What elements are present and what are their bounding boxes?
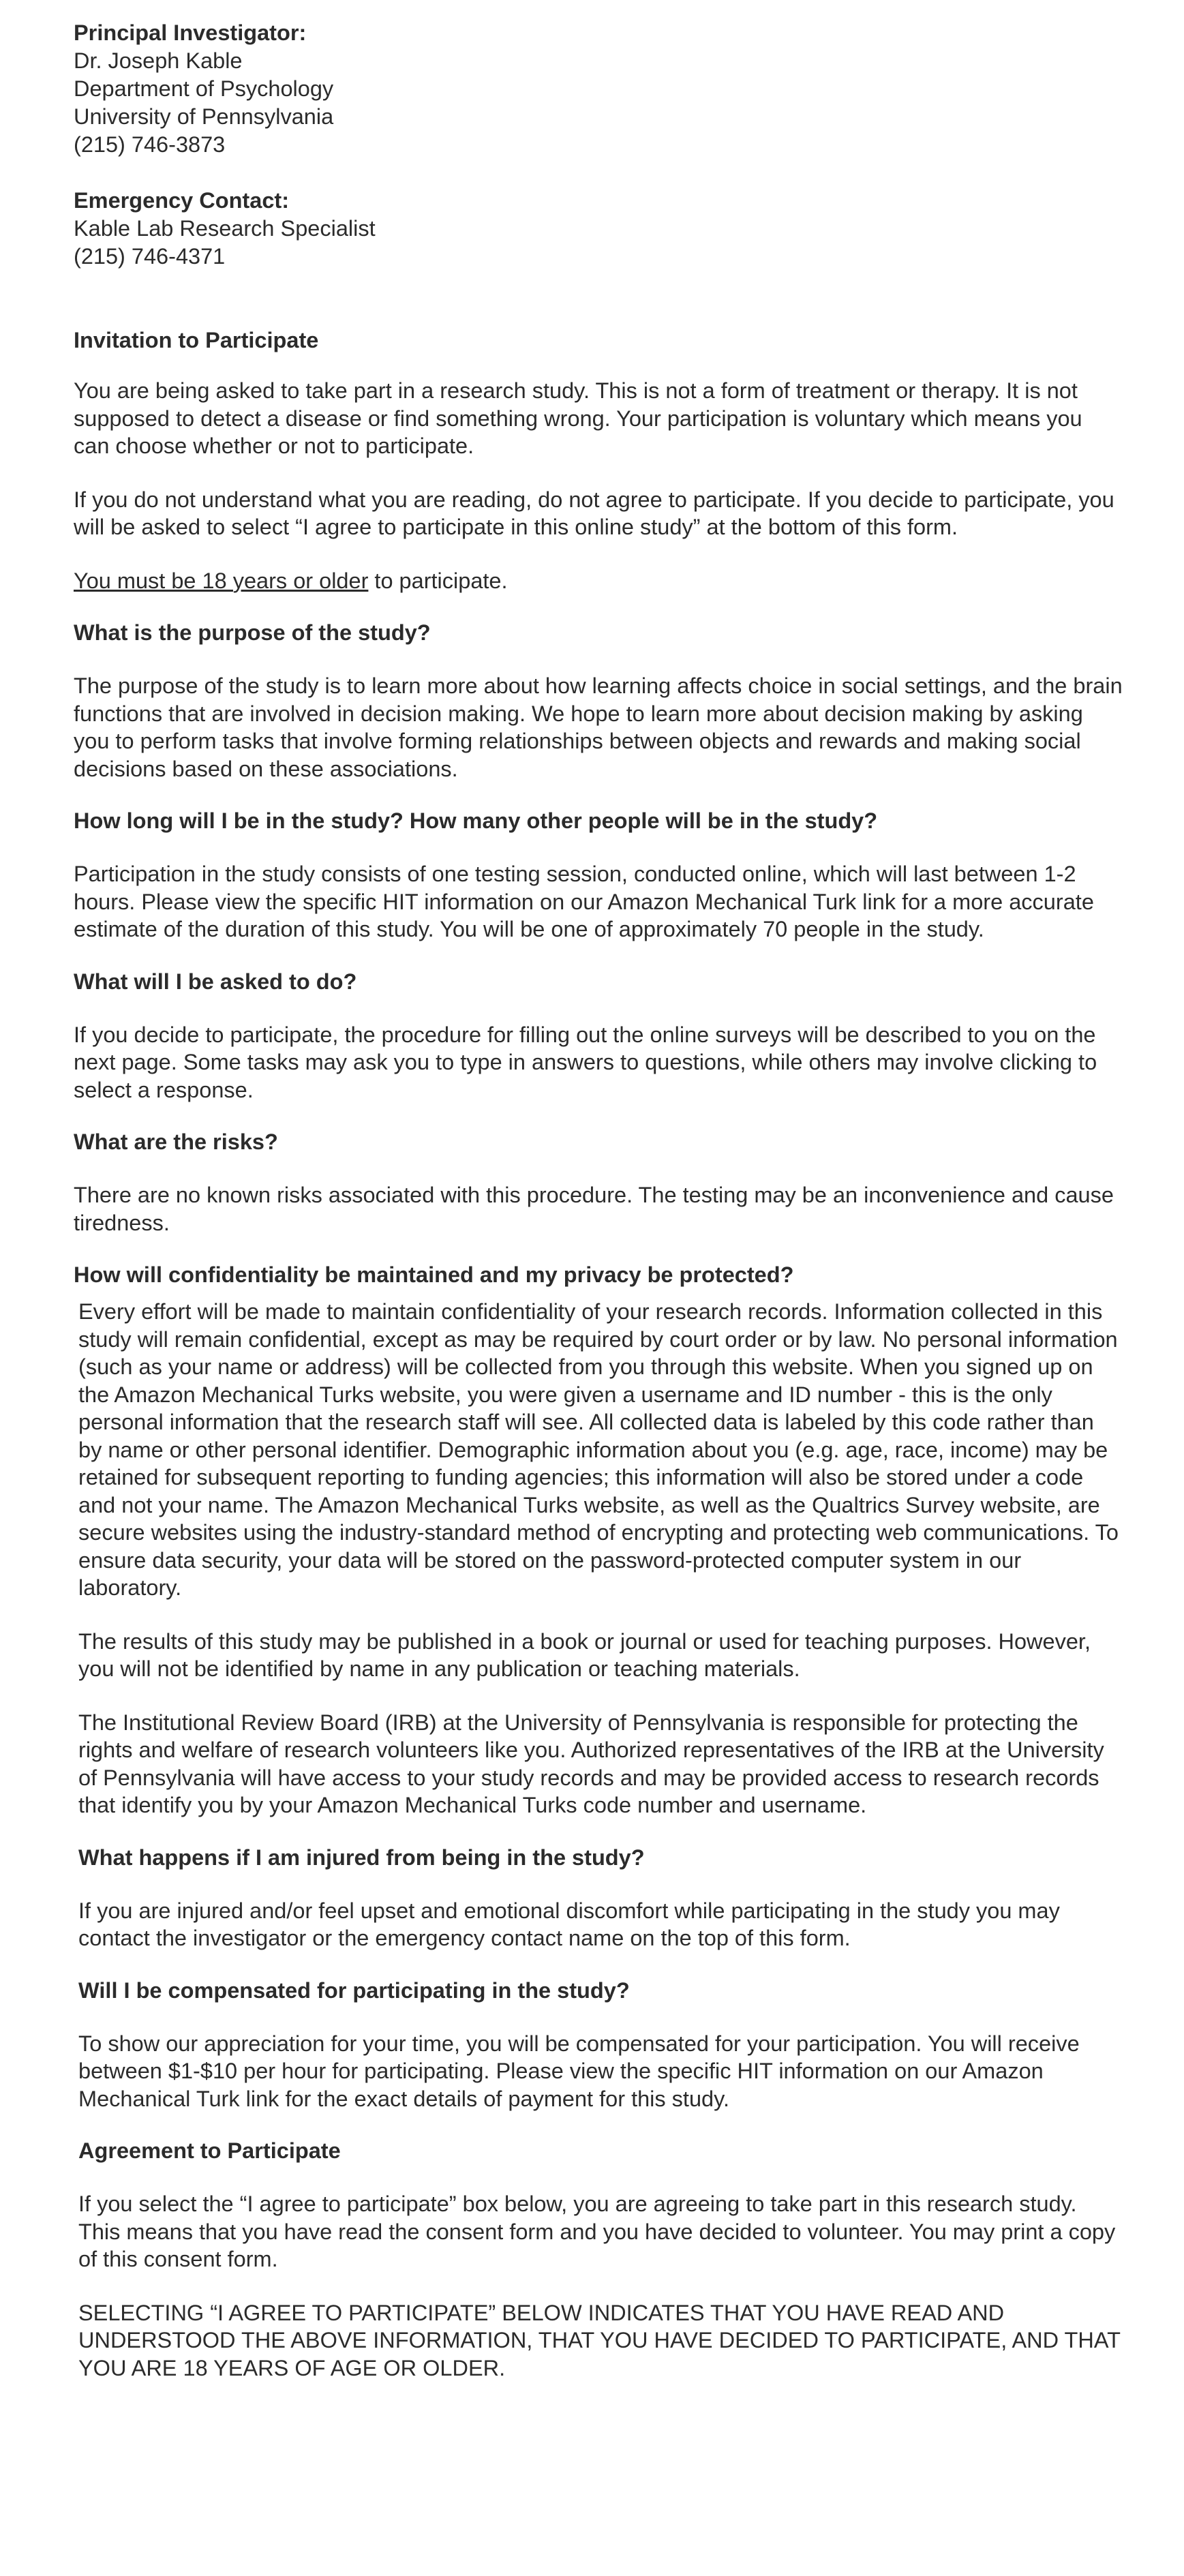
purpose-heading: What is the purpose of the study? bbox=[74, 620, 431, 645]
consent-form bbox=[74, 19, 1123, 2382]
compensation-heading: Will I be compensated for participating in the study? bbox=[78, 1978, 630, 2003]
age-requirement-underlined: You must be 18 years or older bbox=[74, 568, 369, 593]
age-requirement bbox=[74, 567, 1123, 595]
confidentiality-paragraph-1: Every effort will be made to maintain confidentiality of your research records. Information collected in this study will remain confidential, except as may be required by court order or by law. No personal information (such as your name or address) will be collected from you through this website. When you signed up on the Amazon Mechanical Turks website, you were given a username and ID number - this is the only personal information that the research staff will see. All collected data is labeled by this code rather than by name or other personal identifier. Demographic information about you (e.g. age, race, income) may be retained for subsequent reporting to funding agencies; this information will also be stored under a code and not your name. The Amazon Mechanical Turks website, as well as the Qualtrics Survey website, are secure websites using the industry-standard method of encrypting and protecting web communications. To ensure data security, your data will be stored on the password-protected computer system in our laboratory. bbox=[78, 1299, 1119, 1600]
pi-university: University of Pennsylvania bbox=[74, 104, 334, 129]
contact-block bbox=[74, 19, 1123, 271]
emergency-phone: (215) 746-4371 bbox=[74, 244, 226, 269]
emergency-name: Kable Lab Research Specialist bbox=[74, 216, 376, 241]
pi-label: Principal Investigator: bbox=[74, 20, 307, 45]
agreement-heading: Agreement to Participate bbox=[78, 2138, 341, 2163]
purpose-paragraph: The purpose of the study is to learn more about how learning affects choice in social settings, and the brain functions that are involved in decision making. We hope to learn more about decision making by asking you to perform tasks that involve forming relationships between objects and rewards and making social decisions based on these associations. bbox=[74, 673, 1123, 781]
confidentiality-paragraph-2: The results of this study may be published in a book or journal or used for teaching purposes. However, you will not be identified by name in any publication or teaching materials. bbox=[78, 1628, 1091, 1681]
age-requirement-rest: to participate. bbox=[368, 568, 508, 593]
invitation-paragraph-1: You are being asked to take part in a research study. This is not a form of treatment or therapy. It is not supposed to detect a disease or find something wrong. Your participation is voluntary which means you can choose whether or not to participate. bbox=[74, 378, 1082, 458]
confidentiality-heading: How will confidentiality be maintained and my privacy be protected? bbox=[74, 1262, 794, 1287]
risks-heading: What are the risks? bbox=[74, 1130, 278, 1154]
emergency-label: Emergency Contact: bbox=[74, 188, 290, 213]
tasks-heading: What will I be asked to do? bbox=[74, 969, 357, 994]
invitation-heading: Invitation to Participate bbox=[74, 328, 319, 352]
tasks-paragraph: If you decide to participate, the procedure for filling out the online surveys will be described to you on the next page. Some tasks may ask you to type in answers to questions, while others may involve clicking to select a response. bbox=[74, 1022, 1097, 1102]
pi-department: Department of Psychology bbox=[74, 76, 334, 101]
risks-paragraph: There are no known risks associated with this procedure. The testing may be an inconvenience and cause tiredness. bbox=[74, 1183, 1114, 1235]
confidentiality-paragraph-3: The Institutional Review Board (IRB) at the University of Pennsylvania is responsible for protecting the rights and welfare of research volunteers like you. Authorized representatives of the IRB at the University of Pennsylvania will have access to your study records and may be provided access to research records that identify you by your Amazon Mechanical Turks code number and username. bbox=[78, 1710, 1104, 1817]
invitation-paragraph-2: If you do not understand what you are reading, do not agree to participate. If you decide to participate, you will be asked to select “I agree to participate in this online study” at the bottom of this form. bbox=[74, 487, 1114, 539]
pi-name: Dr. Joseph Kable bbox=[74, 48, 243, 73]
compensation-paragraph: To show our appreciation for your time, you will be compensated for your participation. You will receive between $1-$10 per hour for participating. Please view the specific HIT information on our Amazon Mechanical Turk link for the exact details of payment for this study. bbox=[78, 2031, 1080, 2111]
duration-heading: How long will I be in the study? How many other people will be in the study? bbox=[74, 808, 878, 833]
injury-heading: What happens if I am injured from being in the study? bbox=[78, 1845, 645, 1870]
agreement-paragraph: If you select the “I agree to participate” box below, you are agreeing to take part in this research study. This means that you have read the consent form and you have decided to volunteer. You may print a copy of this consent form. bbox=[78, 2192, 1116, 2271]
injury-paragraph: If you are injured and/or feel upset and emotional discomfort while participating in the study you may contact the investigator or the emergency contact name on the top of this form. bbox=[78, 1898, 1060, 1950]
agreement-caps-statement: SELECTING “I AGREE TO PARTICIPATE” BELOW INDICATES THAT YOU HAVE READ AND UNDERSTOOD THE ABOVE INFORMATION, THAT YOU HAVE DECIDED TO PARTICIPATE, AND THAT YOU ARE 18 YEARS OF AGE OR OLDER. bbox=[78, 2300, 1121, 2380]
pi-phone: (215) 746-3873 bbox=[74, 132, 226, 157]
duration-paragraph: Participation in the study consists of one testing session, conducted online, which will last between 1-2 hours. Please view the specific HIT information on our Amazon Mechanical Turk link for a more accurate estimate of the duration of this study. You will be one of approximately 70 people in the study. bbox=[74, 862, 1094, 941]
